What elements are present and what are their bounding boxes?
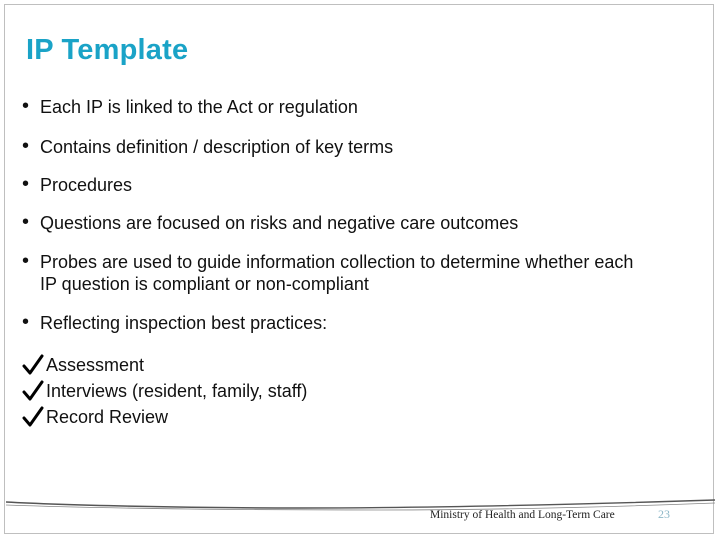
bullet-dot-icon: • [22,173,30,195]
bullet-text: Probes are used to guide information collection to determine whether each IP question is compliant or non-compliant [40,252,634,294]
bullet-dot-icon: • [22,311,30,333]
bullet-text: Each IP is linked to the Act or regulation [40,97,358,117]
bullet-text: Procedures [40,175,133,195]
bullet-dot-icon: • [22,250,30,272]
slide-title: IP Template [26,34,189,66]
ministry-name: Ministry of Health and Long-Term Care [430,509,615,521]
checklist-text: Interviews (resident, family, staff) [46,381,308,401]
bullet-text: Questions are focused on risks and negative care outcomes [40,213,519,233]
bullet-text: Contains definition / description of key terms [40,137,394,157]
bullet-text: Reflecting inspection best practices: [40,313,328,333]
page-number: 23 [658,507,670,521]
checklist-text: Assessment [46,355,145,375]
checklist-text: Record Review [46,407,169,427]
bullet-dot-icon: • [22,95,30,117]
bullet-dot-icon: • [22,211,30,233]
bullet-dot-icon: • [22,135,30,157]
